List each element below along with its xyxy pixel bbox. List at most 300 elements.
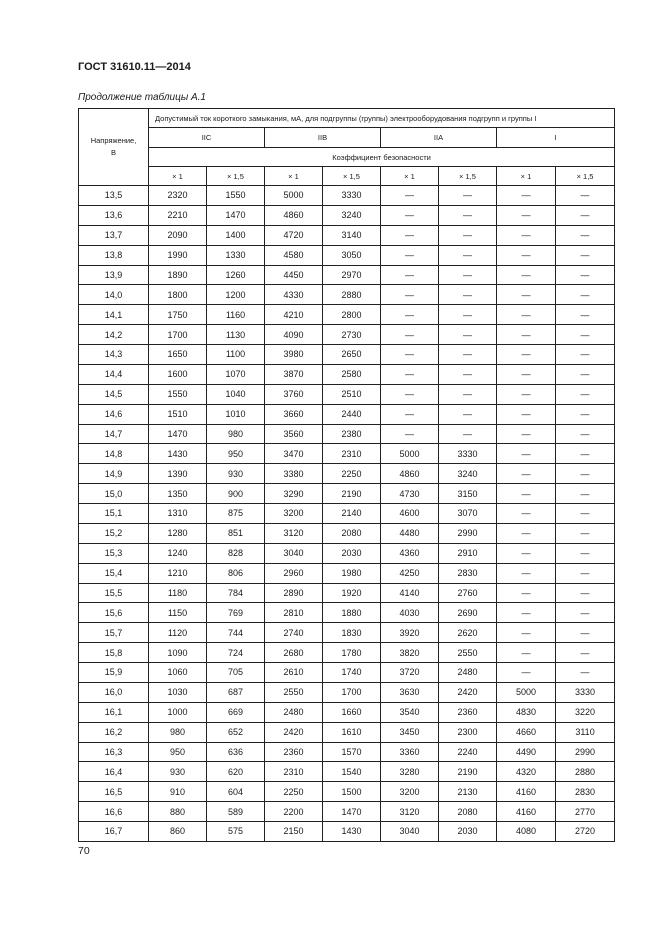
current-cell: 4860 xyxy=(381,464,439,484)
current-cell: 1210 xyxy=(149,563,207,583)
current-cell: — xyxy=(556,186,615,206)
current-cell: 4480 xyxy=(381,523,439,543)
table-row xyxy=(79,484,615,504)
current-cell: 2770 xyxy=(556,802,615,822)
current-cell: 806 xyxy=(207,563,265,583)
current-cell: 1700 xyxy=(323,682,381,702)
current-cell: 2310 xyxy=(265,762,323,782)
current-cell: — xyxy=(497,305,556,325)
current-cell: 2310 xyxy=(323,444,381,464)
voltage-cell: 16,7 xyxy=(79,822,149,842)
table-row xyxy=(79,364,615,384)
current-cell: 3240 xyxy=(439,464,497,484)
current-cell: — xyxy=(381,345,439,365)
current-cell: 3630 xyxy=(381,682,439,702)
current-cell: 1880 xyxy=(323,603,381,623)
page-number: 70 xyxy=(78,845,90,857)
table-row xyxy=(79,682,615,702)
current-cell: 980 xyxy=(207,424,265,444)
current-cell: — xyxy=(556,563,615,583)
current-cell: 1430 xyxy=(149,444,207,464)
document-title: ГОСТ 31610.11—2014 xyxy=(78,61,191,73)
current-cell: 2830 xyxy=(439,563,497,583)
current-cell: — xyxy=(556,523,615,543)
current-cell: 604 xyxy=(207,782,265,802)
voltage-cell: 14,4 xyxy=(79,364,149,384)
voltage-cell: 14,3 xyxy=(79,345,149,365)
current-cell: 4210 xyxy=(265,305,323,325)
current-cell: — xyxy=(497,663,556,683)
voltage-cell: 13,8 xyxy=(79,245,149,265)
table-row xyxy=(79,603,615,623)
current-cell: 4490 xyxy=(497,742,556,762)
table-row xyxy=(79,543,615,563)
current-cell: 575 xyxy=(207,822,265,842)
current-cell: 900 xyxy=(207,484,265,504)
current-cell: 1470 xyxy=(207,205,265,225)
current-cell: — xyxy=(556,285,615,305)
current-cell: 2650 xyxy=(323,345,381,365)
current-cell: 930 xyxy=(207,464,265,484)
current-cell: — xyxy=(556,325,615,345)
current-cell: 705 xyxy=(207,663,265,683)
current-cell: 3040 xyxy=(265,543,323,563)
current-cell: 3200 xyxy=(265,504,323,524)
current-cell: 3040 xyxy=(381,822,439,842)
current-cell: 2030 xyxy=(439,822,497,842)
voltage-cell: 15,6 xyxy=(79,603,149,623)
current-cell: 2480 xyxy=(265,702,323,722)
current-cell: — xyxy=(439,325,497,345)
voltage-cell: 16,6 xyxy=(79,802,149,822)
current-cell: — xyxy=(497,285,556,305)
current-cell: — xyxy=(381,305,439,325)
current-cell: 3140 xyxy=(323,225,381,245)
voltage-header-unit: В xyxy=(110,148,116,157)
current-cell: 1200 xyxy=(207,285,265,305)
current-cell: 3120 xyxy=(381,802,439,822)
current-cell: 4580 xyxy=(265,245,323,265)
table-row xyxy=(79,265,615,285)
current-cell: 1260 xyxy=(207,265,265,285)
current-cell: — xyxy=(497,265,556,285)
current-cell: 4660 xyxy=(497,722,556,742)
current-cell: — xyxy=(556,364,615,384)
current-cell: 2380 xyxy=(323,424,381,444)
table-row xyxy=(79,504,615,524)
current-cell: 875 xyxy=(207,504,265,524)
current-cell: — xyxy=(556,205,615,225)
table-row xyxy=(79,305,615,325)
current-cell: — xyxy=(556,504,615,524)
table-body xyxy=(79,186,615,842)
current-cell: — xyxy=(439,265,497,285)
table-row xyxy=(79,643,615,663)
current-cell: 4720 xyxy=(265,225,323,245)
voltage-cell: 15,5 xyxy=(79,583,149,603)
factor-header: × 1,5 xyxy=(439,167,497,186)
current-cell: 1090 xyxy=(149,643,207,663)
current-cell: 744 xyxy=(207,623,265,643)
current-cell: 1000 xyxy=(149,702,207,722)
current-cell: 3360 xyxy=(381,742,439,762)
current-cell: 2620 xyxy=(439,623,497,643)
current-cell: 980 xyxy=(149,722,207,742)
current-cell: 4140 xyxy=(381,583,439,603)
current-cell: — xyxy=(381,364,439,384)
current-cell: 4330 xyxy=(265,285,323,305)
current-cell: 2420 xyxy=(265,722,323,742)
voltage-cell: 15,3 xyxy=(79,543,149,563)
voltage-cell: 15,0 xyxy=(79,484,149,504)
current-cell: — xyxy=(381,384,439,404)
current-cell: 2510 xyxy=(323,384,381,404)
current-cell: 1470 xyxy=(323,802,381,822)
current-cell: 1430 xyxy=(323,822,381,842)
current-cell: 3070 xyxy=(439,504,497,524)
current-cell: 910 xyxy=(149,782,207,802)
current-cell: 1330 xyxy=(207,245,265,265)
current-cell: 1180 xyxy=(149,583,207,603)
voltage-cell: 15,1 xyxy=(79,504,149,524)
current-cell: — xyxy=(497,364,556,384)
current-cell: 2720 xyxy=(556,822,615,842)
current-cell: — xyxy=(497,444,556,464)
current-cell: 2080 xyxy=(439,802,497,822)
current-cell: 2810 xyxy=(265,603,323,623)
current-cell: 1550 xyxy=(149,384,207,404)
current-cell: — xyxy=(381,245,439,265)
table-row xyxy=(79,623,615,643)
current-cell: 1350 xyxy=(149,484,207,504)
current-cell: 3980 xyxy=(265,345,323,365)
current-cell: — xyxy=(497,404,556,424)
current-cell: 3380 xyxy=(265,464,323,484)
current-cell: 2910 xyxy=(439,543,497,563)
current-cell: — xyxy=(439,345,497,365)
factor-header: × 1 xyxy=(497,167,556,186)
current-cell: 2550 xyxy=(265,682,323,702)
current-cell: 3240 xyxy=(323,205,381,225)
current-cell: 669 xyxy=(207,702,265,722)
current-cell: 1750 xyxy=(149,305,207,325)
current-cell: 880 xyxy=(149,802,207,822)
current-cell: — xyxy=(439,225,497,245)
current-cell: 2970 xyxy=(323,265,381,285)
voltage-cell: 13,6 xyxy=(79,205,149,225)
current-cell: 2690 xyxy=(439,603,497,623)
table-row xyxy=(79,424,615,444)
current-cell: 1800 xyxy=(149,285,207,305)
current-cell: — xyxy=(381,404,439,424)
current-cell: 1980 xyxy=(323,563,381,583)
current-cell: 2190 xyxy=(439,762,497,782)
current-cell: 1240 xyxy=(149,543,207,563)
current-cell: 2240 xyxy=(439,742,497,762)
current-limits-table xyxy=(78,108,615,842)
voltage-column-header xyxy=(79,109,149,186)
current-cell: 620 xyxy=(207,762,265,782)
table-row xyxy=(79,404,615,424)
table-row xyxy=(79,225,615,245)
table-row xyxy=(79,384,615,404)
voltage-cell: 14,1 xyxy=(79,305,149,325)
current-cell: 652 xyxy=(207,722,265,742)
current-cell: 636 xyxy=(207,742,265,762)
group-header-i: I xyxy=(497,128,615,148)
current-cell: 1040 xyxy=(207,384,265,404)
current-cell: — xyxy=(556,583,615,603)
current-cell: 4160 xyxy=(497,802,556,822)
voltage-cell: 16,3 xyxy=(79,742,149,762)
current-cell: 2130 xyxy=(439,782,497,802)
current-cell: — xyxy=(381,265,439,285)
current-cell: 4080 xyxy=(497,822,556,842)
voltage-cell: 14,6 xyxy=(79,404,149,424)
current-cell: — xyxy=(556,424,615,444)
table-caption: Продолжение таблицы А.1 xyxy=(78,92,206,103)
current-cell: 1070 xyxy=(207,364,265,384)
table-row xyxy=(79,822,615,842)
current-cell: 1570 xyxy=(323,742,381,762)
voltage-cell: 13,5 xyxy=(79,186,149,206)
current-cell: — xyxy=(497,205,556,225)
current-cell: — xyxy=(439,186,497,206)
current-cell: 1600 xyxy=(149,364,207,384)
current-cell: 784 xyxy=(207,583,265,603)
voltage-cell: 16,5 xyxy=(79,782,149,802)
current-cell: 1100 xyxy=(207,345,265,365)
table-row xyxy=(79,245,615,265)
current-cell: 1610 xyxy=(323,722,381,742)
current-cell: — xyxy=(556,543,615,563)
current-cell: 2880 xyxy=(323,285,381,305)
current-cell: — xyxy=(439,285,497,305)
current-cell: — xyxy=(381,285,439,305)
current-cell: 3220 xyxy=(556,702,615,722)
voltage-cell: 14,8 xyxy=(79,444,149,464)
table-row xyxy=(79,722,615,742)
current-cell: 2140 xyxy=(323,504,381,524)
current-cell: 1280 xyxy=(149,523,207,543)
current-cell: — xyxy=(381,205,439,225)
current-cell: 2080 xyxy=(323,523,381,543)
current-cell: 1060 xyxy=(149,663,207,683)
factor-header: × 1,5 xyxy=(323,167,381,186)
voltage-cell: 14,0 xyxy=(79,285,149,305)
current-cell: — xyxy=(556,384,615,404)
current-cell: 4360 xyxy=(381,543,439,563)
current-cell: 1830 xyxy=(323,623,381,643)
voltage-cell: 15,8 xyxy=(79,643,149,663)
table-row xyxy=(79,802,615,822)
factor-header: × 1,5 xyxy=(556,167,615,186)
group-header-iic: IIC xyxy=(149,128,265,148)
current-cell: 3720 xyxy=(381,663,439,683)
current-cell: — xyxy=(439,205,497,225)
current-cell: 1390 xyxy=(149,464,207,484)
current-cell: 724 xyxy=(207,643,265,663)
current-cell: 2760 xyxy=(439,583,497,603)
current-cell: 2250 xyxy=(265,782,323,802)
current-cell: 2550 xyxy=(439,643,497,663)
current-cell: — xyxy=(497,325,556,345)
group-header-iia: IIA xyxy=(381,128,497,148)
current-cell: — xyxy=(497,583,556,603)
current-cell: 1030 xyxy=(149,682,207,702)
current-cell: 2890 xyxy=(265,583,323,603)
current-cell: 4030 xyxy=(381,603,439,623)
current-cell: 2090 xyxy=(149,225,207,245)
current-cell: 1130 xyxy=(207,325,265,345)
voltage-cell: 14,9 xyxy=(79,464,149,484)
current-cell: — xyxy=(439,305,497,325)
table-header xyxy=(79,109,615,186)
current-cell: 2730 xyxy=(323,325,381,345)
current-cell: — xyxy=(497,484,556,504)
current-cell: — xyxy=(381,225,439,245)
current-cell: 3450 xyxy=(381,722,439,742)
voltage-cell: 16,2 xyxy=(79,722,149,742)
current-cell: 2830 xyxy=(556,782,615,802)
voltage-cell: 14,7 xyxy=(79,424,149,444)
table-row xyxy=(79,583,615,603)
table-row xyxy=(79,444,615,464)
current-cell: 4250 xyxy=(381,563,439,583)
current-cell: 1740 xyxy=(323,663,381,683)
current-cell: 3540 xyxy=(381,702,439,722)
current-cell: — xyxy=(497,186,556,206)
current-cell: 1150 xyxy=(149,603,207,623)
voltage-cell: 13,9 xyxy=(79,265,149,285)
current-cell: 1920 xyxy=(323,583,381,603)
current-cell: — xyxy=(497,603,556,623)
current-cell: — xyxy=(556,663,615,683)
current-cell: 1160 xyxy=(207,305,265,325)
table-row xyxy=(79,464,615,484)
current-cell: — xyxy=(497,523,556,543)
current-cell: 2150 xyxy=(265,822,323,842)
current-cell: 828 xyxy=(207,543,265,563)
factor-header: × 1,5 xyxy=(207,167,265,186)
current-cell: — xyxy=(381,424,439,444)
current-cell: 3760 xyxy=(265,384,323,404)
current-cell: — xyxy=(556,404,615,424)
voltage-cell: 16,4 xyxy=(79,762,149,782)
table-row xyxy=(79,762,615,782)
current-cell: 1400 xyxy=(207,225,265,245)
voltage-cell: 16,1 xyxy=(79,702,149,722)
current-cell: 1540 xyxy=(323,762,381,782)
current-cell: — xyxy=(381,186,439,206)
current-cell: 769 xyxy=(207,603,265,623)
current-cell: — xyxy=(556,305,615,325)
current-cell: 1510 xyxy=(149,404,207,424)
voltage-cell: 13,7 xyxy=(79,225,149,245)
current-cell: — xyxy=(439,364,497,384)
voltage-cell: 15,9 xyxy=(79,663,149,683)
current-cell: 3200 xyxy=(381,782,439,802)
current-cell: — xyxy=(497,424,556,444)
safety-factor-header: Коэффициент безопасности xyxy=(149,148,615,167)
current-cell: 4320 xyxy=(497,762,556,782)
current-cell: 1500 xyxy=(323,782,381,802)
current-cell: — xyxy=(439,424,497,444)
table-row xyxy=(79,325,615,345)
current-cell: — xyxy=(556,623,615,643)
current-cell: 2360 xyxy=(265,742,323,762)
current-cell: 3660 xyxy=(265,404,323,424)
current-cell: 4090 xyxy=(265,325,323,345)
current-cell: 950 xyxy=(207,444,265,464)
table-row xyxy=(79,285,615,305)
current-cell: 2800 xyxy=(323,305,381,325)
current-cell: — xyxy=(556,245,615,265)
current-cell: 3330 xyxy=(323,186,381,206)
current-cell: 4160 xyxy=(497,782,556,802)
current-cell: 4600 xyxy=(381,504,439,524)
current-cell: 1650 xyxy=(149,345,207,365)
current-cell: — xyxy=(556,225,615,245)
current-cell: 2300 xyxy=(439,722,497,742)
current-cell: 3560 xyxy=(265,424,323,444)
current-cell: 950 xyxy=(149,742,207,762)
current-cell: 4860 xyxy=(265,205,323,225)
current-cell: — xyxy=(497,384,556,404)
table-row xyxy=(79,205,615,225)
table-row xyxy=(79,345,615,365)
current-cell: 1010 xyxy=(207,404,265,424)
table-row xyxy=(79,186,615,206)
current-cell: — xyxy=(439,245,497,265)
current-cell: — xyxy=(497,543,556,563)
current-cell: — xyxy=(497,464,556,484)
current-cell: 2440 xyxy=(323,404,381,424)
current-cell: 687 xyxy=(207,682,265,702)
current-cell: 2610 xyxy=(265,663,323,683)
current-cell: 2960 xyxy=(265,563,323,583)
voltage-cell: 15,2 xyxy=(79,523,149,543)
current-cell: 2680 xyxy=(265,643,323,663)
current-cell: 589 xyxy=(207,802,265,822)
current-cell: — xyxy=(556,444,615,464)
current-cell: 3820 xyxy=(381,643,439,663)
current-cell: 3330 xyxy=(556,682,615,702)
current-cell: — xyxy=(439,404,497,424)
voltage-cell: 14,2 xyxy=(79,325,149,345)
current-cell: — xyxy=(497,643,556,663)
current-cell: 2190 xyxy=(323,484,381,504)
current-cell: 1780 xyxy=(323,643,381,663)
voltage-cell: 14,5 xyxy=(79,384,149,404)
current-cell: 1700 xyxy=(149,325,207,345)
current-cell: 3870 xyxy=(265,364,323,384)
current-cell: 1310 xyxy=(149,504,207,524)
current-cell: 1890 xyxy=(149,265,207,285)
table-row xyxy=(79,523,615,543)
current-cell: 1470 xyxy=(149,424,207,444)
current-cell: 2580 xyxy=(323,364,381,384)
factor-header: × 1 xyxy=(265,167,323,186)
current-cell: 1120 xyxy=(149,623,207,643)
current-cell: — xyxy=(497,225,556,245)
current-cell: — xyxy=(497,504,556,524)
table-row xyxy=(79,563,615,583)
current-cell: 2990 xyxy=(556,742,615,762)
table-row xyxy=(79,742,615,762)
current-cell: — xyxy=(497,345,556,365)
current-cell: 3290 xyxy=(265,484,323,504)
